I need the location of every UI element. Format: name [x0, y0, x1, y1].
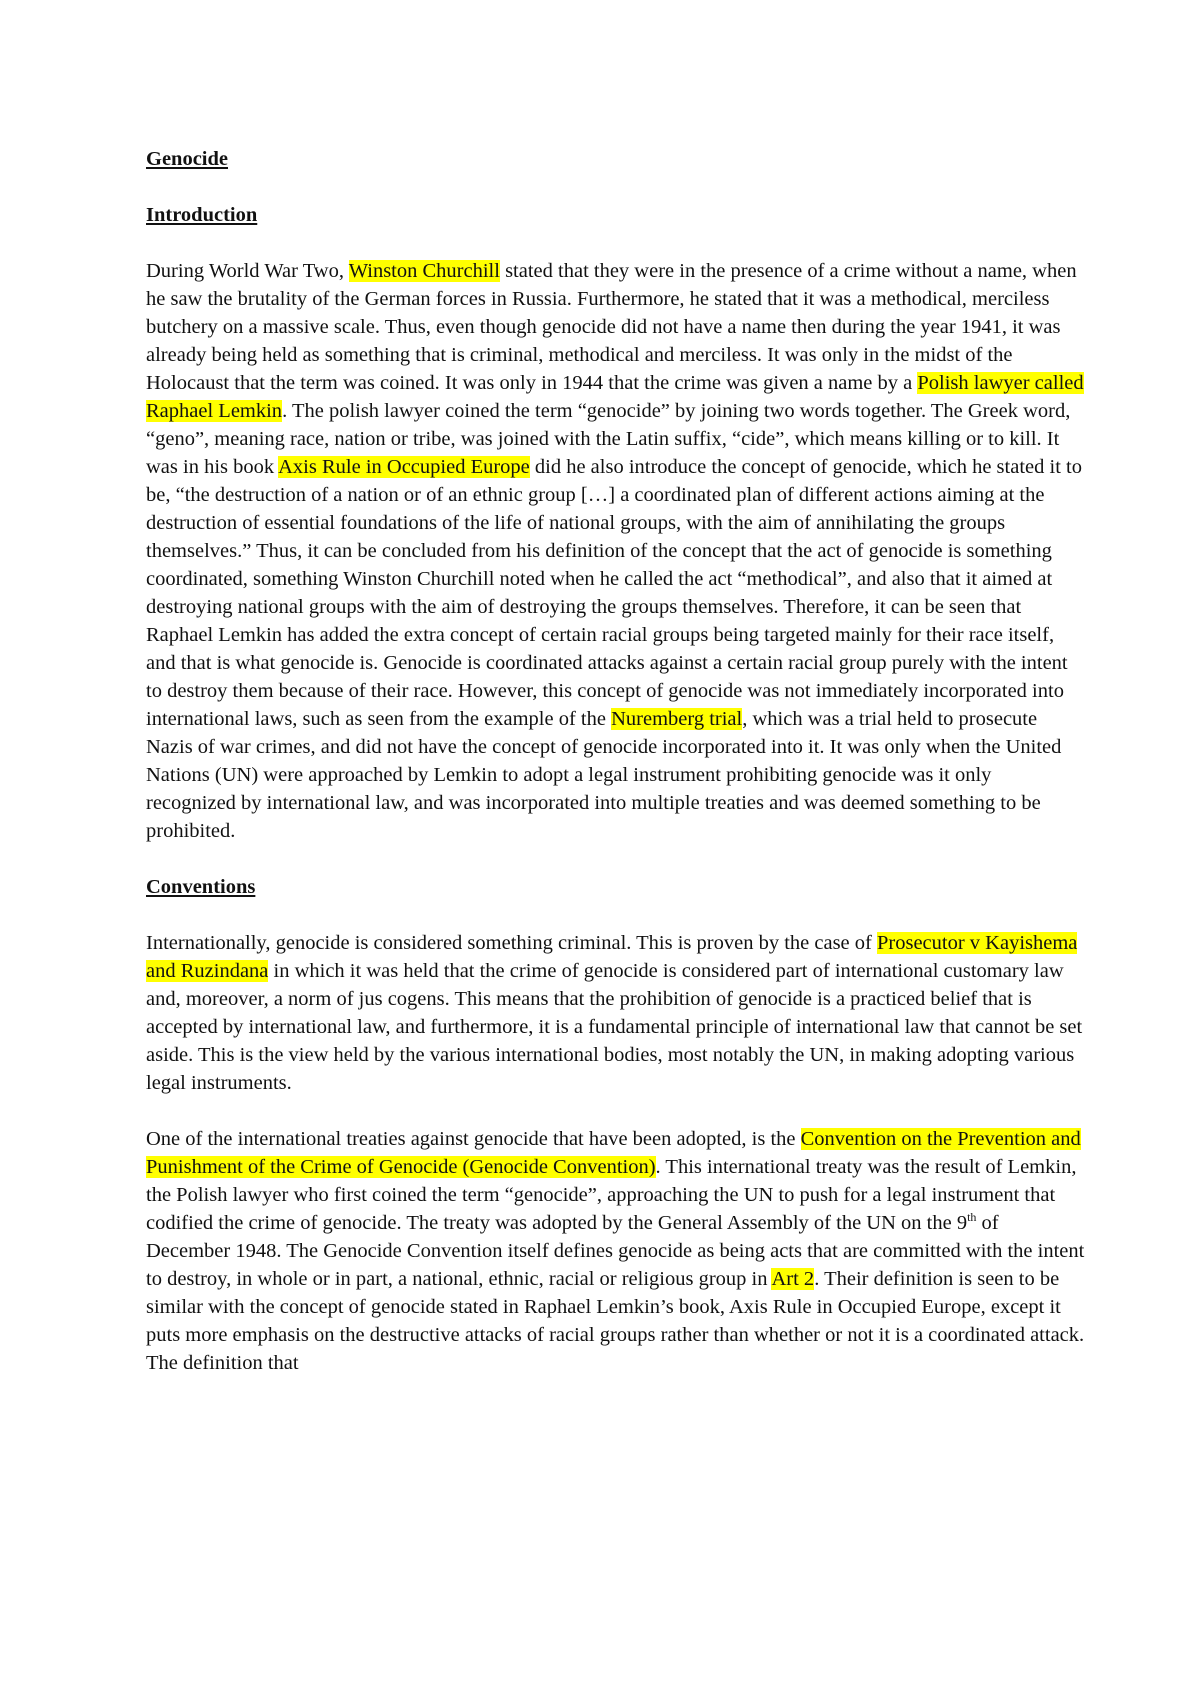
paragraph-text: During World War Two,: [146, 260, 349, 282]
superscript-text: th: [967, 1210, 977, 1225]
section-heading-introduction: Introduction: [146, 204, 258, 226]
conventions-paragraph-1: [146, 929, 1086, 1097]
paragraph-text: in which it was held that the crime of genocide is considered part of international customary law and, moreover, a norm of jus cogens. This means that the prohibition of genocide is a practiced belief that is accepted by international law, and furthermore, it is a fundamental principle of international law that cannot be set aside. This is the view held by the various international bodies, most notably the UN, in making adopting various legal instruments.: [146, 960, 1083, 1094]
intro-paragraph: [146, 257, 1086, 845]
paragraph-text: . Their definition is seen to be similar with the concept of genocide stated in Raphael Lemkin’s book, Axis Rule in Occupied Europe, except it puts more emphasis on the destructive attacks of racial groups rather than whether or not it is a coordinated attack. The definition that: [146, 1268, 1085, 1374]
document-title: Genocide: [146, 148, 228, 170]
highlighted-text: Prosecutor v Kayishema and Ruzindana: [146, 932, 1078, 982]
conventions-paragraph-2: [146, 1125, 1086, 1377]
highlighted-text: Winston Churchill: [348, 260, 500, 282]
paragraph-text: , which was a trial held to prosecute Nazis of war crimes, and did not have the concept of genocide incorporated into it. It was only when the United Nations (UN) were approached by Lemkin to adopt a legal instrument prohibiting genocide was it only recognized by international law, and was incorporated into multiple treaties and was deemed something to be prohibited.: [146, 708, 1062, 842]
section-heading-conventions: Conventions: [146, 876, 256, 898]
paragraph-text: . The polish lawyer coined the term “genocide” by joining two words together. The Greek word, “geno”, meaning race, nation or tribe, was joined with the Latin suffix, “cide”, which means killing or to kill. It was in his book: [146, 400, 1071, 478]
document-body: [146, 145, 1086, 1377]
paragraph-text: stated that they were in the presence of a crime without a name, when he saw the brutality of the German forces in Russia. Furthermore, he stated that it was a methodical, merciless butchery on a massive scale. Thus, even though genocide did not have a name then during the year 1941, it was already being held as something that is criminal, methodical and merciless. It was only in the midst of the Holocaust that the term was coined. It was only in 1944 that the crime was given a name by a: [146, 260, 1077, 394]
paragraph-text: . This international treaty was the result of Lemkin, the Polish lawyer who first coined the term “genocide”, approaching the UN to push for a legal instrument that codified the crime of genocide. The treaty was adopted by the General Assembly of the UN on the 9: [146, 1156, 1077, 1234]
paragraph-text: Internationally, genocide is considered something criminal. This is proven by the case of: [146, 932, 877, 954]
paragraph-text: One of the international treaties against genocide that have been adopted, is the: [146, 1128, 801, 1150]
highlighted-text: Art 2: [771, 1268, 815, 1290]
paragraph-text: did he also introduce the concept of genocide, which he stated it to be, “the destruction of a nation or of an ethnic group […] a coordinated plan of different actions aiming at the destruction of essential foundations of the life of national groups, with the aim of annihilating the groups themselves.” Thus, it can be concluded from his definition of the concept that the act of genocide is something coordinated, something Winston Churchill noted when he called the act “methodical”, and also that it aimed at destroying national groups with the aim of destroying the groups themselves. Therefore, it can be seen that Raphael Lemkin has added the extra concept of certain racial groups being targeted mainly for their race itself, and that is what genocide is. Genocide is coordinated attacks against a certain racial group purely with the intent to destroy them because of their race. However, this concept of genocide was not immediately incorporated into international laws, such as seen from the example of the: [146, 456, 1082, 730]
highlighted-text: Polish lawyer called Raphael Lemkin: [146, 372, 1084, 422]
paragraph-text: of December 1948. The Genocide Convention itself defines genocide as being acts that are committed with the intent to destroy, in whole or in part, a national, ethnic, racial or religious group in: [146, 1212, 1085, 1290]
highlighted-text: Axis Rule in Occupied Europe: [278, 456, 530, 478]
highlighted-text: Convention on the Prevention and Punishment of the Crime of Genocide (Genocide Convention): [146, 1128, 1081, 1178]
highlighted-text: Nuremberg trial: [611, 708, 743, 730]
